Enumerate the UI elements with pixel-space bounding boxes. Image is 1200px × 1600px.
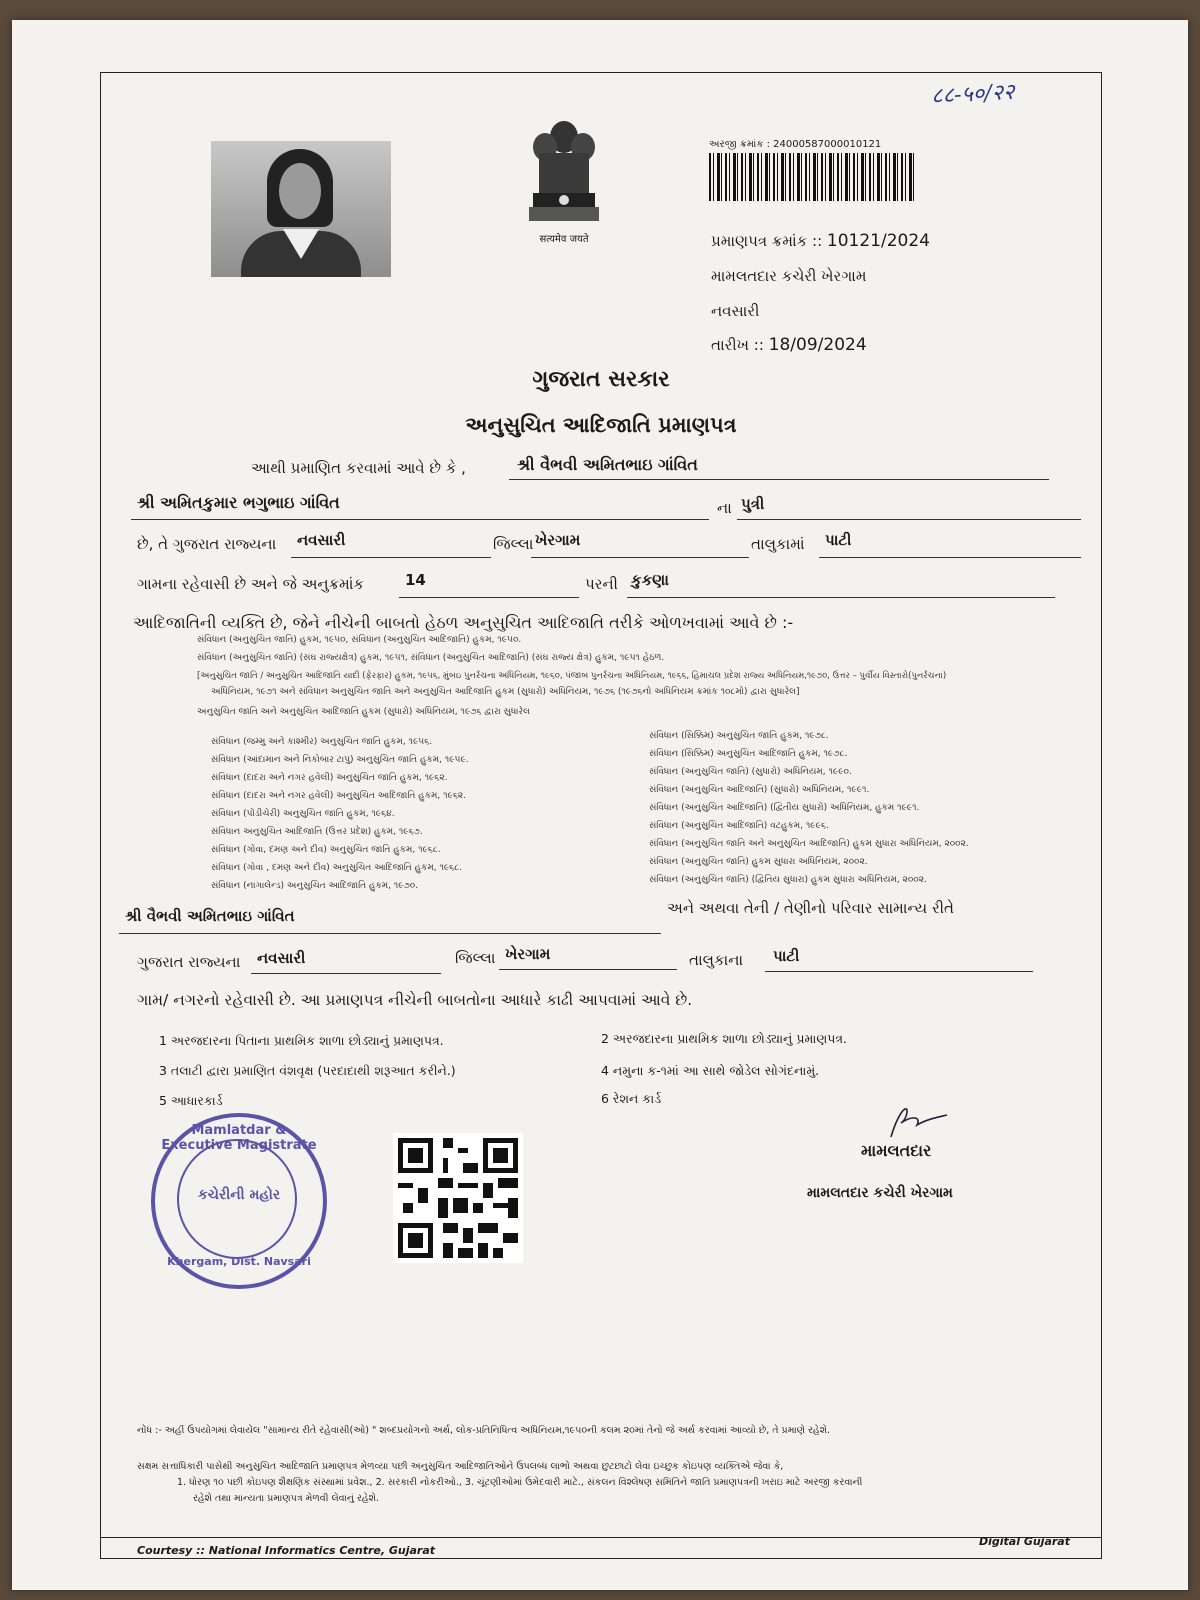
order-line: સંવિધાન (દાદરા અને નગર હવેલી) અનુસુચિત આદિજાતિ હુકમ, ૧૯૬૨.: [211, 791, 467, 801]
handwritten-note: ८८-५०/२२: [930, 79, 1016, 110]
state-label-2: ગુજરાત રાજ્યના: [137, 953, 241, 971]
order-line: સંવિધાન (આંદામાન અને નિકોબાર ટાપુ) અનુસુચિત જાતિ હુકમ, ૧૯૫૯.: [211, 755, 469, 765]
office-seal: Mamlatdar & Executive Magistrate કચેરીની મહોર Khergam, Dist. Navsari: [151, 1113, 327, 1289]
national-emblem-icon: [519, 113, 609, 237]
taluka-name: ખેરગામ: [535, 531, 581, 549]
order-line: સંવિધાન (અનુસુચિત જાતિ અને અનુસુચિત આદિજાતિ) હુકમ સુધારા અધિનિયમ, ૨૦૦૨.: [649, 839, 969, 849]
document-paper: [12, 20, 1188, 1590]
order-line: સંવિધાન (અનુસુચિત જાતિ) (સુધારો) અધિનિયમ, ૧૯૯૦.: [649, 767, 852, 777]
note-line: રહેશે તથા માન્યતા પ્રમાણપત્ર મેળવી લેવાનું રહેશે.: [193, 1493, 379, 1504]
issue-date-row: તારીખ :: 18/09/2024: [711, 335, 867, 355]
issuing-office: મામલતદાર કચેરી ખેરગામ: [711, 267, 867, 285]
barcode: [709, 153, 917, 201]
issue-date: 18/09/2024: [768, 335, 867, 355]
signature-mark: [861, 1103, 951, 1143]
order-line: સંવિધાન (ગોવા, દમણ અને દીવ) અનુસુચિત જાતિ હુકમ, ૧૯૬૮.: [211, 845, 441, 855]
district-name-2: નવસારી: [257, 949, 306, 967]
emblem-caption: सत्यमेव जयते: [539, 234, 589, 245]
orders-right-column: [649, 727, 969, 889]
digital-gujarat-label: Digital Gujarat: [979, 1535, 1070, 1548]
note-line: નોંધ :- અહીં ઉપયોગમાં લેવાયેલ "સામાન્ય રીતે રહેવાસી(ઓ) " શબ્દપ્રયોગનો અર્થ, લોક-પ્રતિનિધિત્વ અધિનિયમ,૧૯૫૦ની કલમ ૨૦માં તેનો જે અર્થ કરવામાં આવ્યો છે, તે પ્રમાણે રહેશે.: [137, 1425, 831, 1436]
order-line: સંવિધાન (અનુસુચિત જાતિ) હુકમ સુધારા અધિનિયમ, ૨૦૦૨.: [649, 857, 868, 867]
document-item: 1 અરજદારના પિતાના પ્રાથમિક શાળા છોડ્યાનું પ્રમાણપત્ર.: [159, 1033, 444, 1048]
tribe-name: કુકણા: [631, 571, 669, 589]
note-line: સક્ષમ સત્તાધિકારી પાસેથી અનુસુચિત આદિજાતિ પ્રમાણપત્ર મેળવ્યા પછી અનુસુચિત આદિજાતિઓને ઉપલબ્ધ લાભો અથવા છુટછાટો લેવા ઇચ્છુક કોઇપણ વ્યક્તિએ જેવા કે,: [137, 1461, 784, 1472]
application-number: અરજી ક્રમાંક : 24000587000010121: [709, 139, 882, 150]
order-line: સંવિધાન (સિક્કિમ) અનુસુચિત આદિજાતિ હુકમ, ૧૯૭૮.: [649, 749, 848, 759]
state-text: છે, તે ગુજરાત રાજ્યના: [137, 535, 277, 553]
order-line: સંવિધાન (સિક્કિમ) અનુસુચિત જાતિ હુકમ, ૧૯૭૮.: [649, 731, 829, 741]
applicant-photo: [211, 141, 391, 277]
order-line: સંવિધાન (અનુસુચિત જાતિ) હુકમ, ૧૯૫૦, સંવિધાન (અનુસુચિત આદિજાતિ) હુકમ, ૧૯૫૦.: [197, 635, 522, 645]
qr-code: [393, 1133, 523, 1263]
document-item: 2 અરજદારના પ્રાથમિક શાળા છોડ્યાનું પ્રમાણપત્ર.: [601, 1031, 848, 1046]
note-line: 1. ધોરણ ૧૦ પછી કોઇપણ શૈક્ષણિક સંસ્થામાં પ્રવેશ., 2. સરકારી નોકરીઓ., 3. ચૂંટણીઓમાં ઉમેદવારી માટે., સંકલન વિશ્લેષણ સમિતિને જાતિ પ્રમાણપત્રની ખરાઇ માટે અરજી કરવાની: [177, 1477, 863, 1488]
serial-number: 14: [405, 571, 426, 589]
document-item: 3 તલાટી દ્વારા પ્રમાણિત વંશવૃક્ષ (પરદાદાથી શરૂઆત કરીને.): [159, 1063, 456, 1078]
courtesy-text: Courtesy :: National Informatics Centre, Gujarat: [137, 1544, 436, 1557]
na-label: ના: [717, 499, 732, 517]
order-line: સંવિધાન (અનુસુચિત આદિજાતિ) (દ્વિતીય સુધારો) અધિનિયમ, હુકમ ૧૯૯૧.: [649, 803, 920, 813]
applicant-name-2: શ્રી વૈભવી અમિતભાઇ ગાંવિત: [125, 907, 295, 925]
village-name: પાટી: [825, 531, 852, 549]
signatory-office: મામલતદાર કચેરી ખેરગામ: [807, 1185, 953, 1201]
order-line: અનુસુચિત જાતિ અને અનુસુચિત આદિજાતિ હુકમ (સુધારો) અધિનિયમ, ૧૯૭૬ દ્વારા સુધારેલ: [197, 707, 530, 717]
district-name: નવસારી: [297, 531, 346, 549]
signatory-title: મામલતદાર: [861, 1141, 932, 1160]
district-label: જિલ્લા: [493, 535, 534, 553]
issued-text: ગામ/ નગરનો રહેવાસી છે. આ પ્રમાણપત્ર નીચેની બાબતોના આધારે કાઢી આપવામાં આવે છે.: [137, 991, 693, 1009]
order-line: સંવિધાન (દાદરા અને નગર હવેલી) અનુસુચિત જાતિ હુકમ, ૧૯૬૨.: [211, 773, 448, 783]
intro-text: આદિજાતિની વ્યક્તિ છે, જેને નીચેની બાબતો હેઠળ અનુસુચિત આદિજાતિ તરીકે ઓળખવામાં આવે છે :-: [133, 613, 794, 632]
order-line: સંવિધાન (ગોવા , દમણ અને દીવ) અનુસુચિત આદિજાતિ હુકમ, ૧૯૬૮.: [211, 863, 463, 873]
orders-left-column: [211, 733, 469, 895]
certify-text: આથી પ્રમાણિત કરવામાં આવે છે કે ,: [251, 459, 466, 477]
father-name: શ્રી અમિતકુમાર ભગુભાઇ ગાંવિત: [137, 493, 340, 512]
order-line: સંવિધાન (જમ્મુ અને કાશ્મીર) અનુસુચિત જાતિ હુકમ, ૧૯૫૬.: [211, 737, 433, 747]
document-item: 6 રેશન કાર્ડ: [601, 1091, 662, 1106]
order-line: સંવિધાન અનુસુચિત આદિજાતિ (ઉત્તર પ્રદેશ) હુકમ, ૧૯૬૭.: [211, 827, 423, 837]
family-text: અને અથવા તેની / તેણીનો પરિવાર સામાન્ય રીતે: [667, 899, 954, 917]
order-line: સંવિધાન (નાગાલેન્ડ) અનુસુચિત આદિજાતિ હુકમ, ૧૯૭૦.: [211, 881, 419, 891]
document-item: 4 નમુના ક-૧માં આ સાથે જોડેલ સોગંદનામું.: [601, 1063, 820, 1078]
order-line: સંવિધાન (પોંડીચેરી) અનુસુચિત જાતિ હુકમ, ૧૯૬૪.: [211, 809, 395, 819]
applicant-name: શ્રી વૈભવી અમિતભાઇ ગાંવિત: [517, 455, 698, 474]
taluka-name-2: ખેરગામ: [505, 945, 551, 963]
certificate-number: 10121/2024: [826, 231, 930, 251]
order-line: [અનુસુચિત જાતિ / અનુસુચિત આદિજાતિ યાદી (ફેરફાર) હુકમ, ૧૯૫૬, મુંબઇ પુનર્રચના અધિનિયમ, ૧૯૬૦, પંજાબ પુનર્રચના અધિનિયમ, ૧૯૬૬, હિમાચલ પ્રદેશ રાજ્ય અધિનિયમ,૧૯૭૦, ઉત્તર – પુર્વીય વિસ્તારો(પુનર્રચના): [197, 671, 947, 681]
document-item: 5 આધારકાર્ડ: [159, 1093, 223, 1108]
district-label-2: જિલ્લા: [455, 949, 496, 967]
order-line: સંવિધાન (અનુસુચિત આદિજાતિ) વટહુકમ, ૧૯૯૬.: [649, 821, 829, 831]
order-line: સંવિધાન (અનુસુચિત જાતિ) (સંઘ રાજ્યક્ષેત્ર) હુકમ, ૧૯૫૧, સંવિધાન (અનુસુચિત આદિજાતિ) (સંઘ રાજ્ય ક્ષેત્ર) હુકમ, ૧૯૫૧ હેઠળ.: [197, 653, 665, 663]
order-line: સંવિધાન (અનુસુચિત આદિજાતિ) (સુધારો) અધિનિયમ, ૧૯૯૧.: [649, 785, 870, 795]
taluka-label-2: તાલુકાના: [689, 951, 744, 969]
taluka-label: તાલુકામાં: [751, 535, 805, 553]
resident-text: ગામના રહેવાસી છે અને જે અનુક્રમાંક: [137, 575, 365, 593]
certificate-number-row: પ્રમાણપત્ર ક્રમાંક :: 10121/2024: [711, 231, 930, 251]
certificate-frame: [100, 72, 1102, 1559]
order-line: અધિનિયમ, ૧૯૭૧ અને સંવિધાન અનુસુચિત જાતિ અને અનુસુચિત આદિજાતિ હુકમ (સુધારો) અધિનિયમ, ૧૯૭૬ (૧૯૭૬નો અધિનિયમ ક્રમાંક ૧૦૮મો) દ્વારા સુધારેલ]: [211, 687, 800, 697]
order-line: સંવિધાન (અનુસુચિત જાતિ) (દ્વિતિય સુધારા) હુકમ સુધારા અધિનિયમ, ૨૦૦૨.: [649, 875, 927, 885]
government-heading: ગુજરાત સરકાર: [532, 367, 670, 392]
par-label: પરની: [585, 575, 618, 593]
relation: પુત્રી: [741, 495, 765, 513]
certificate-title: અનુસુચિત આદિજાતિ પ્રમાણપત્ર: [465, 413, 737, 437]
village-name-2: પાટી: [773, 947, 800, 965]
issuing-district: નવસારી: [711, 302, 760, 320]
